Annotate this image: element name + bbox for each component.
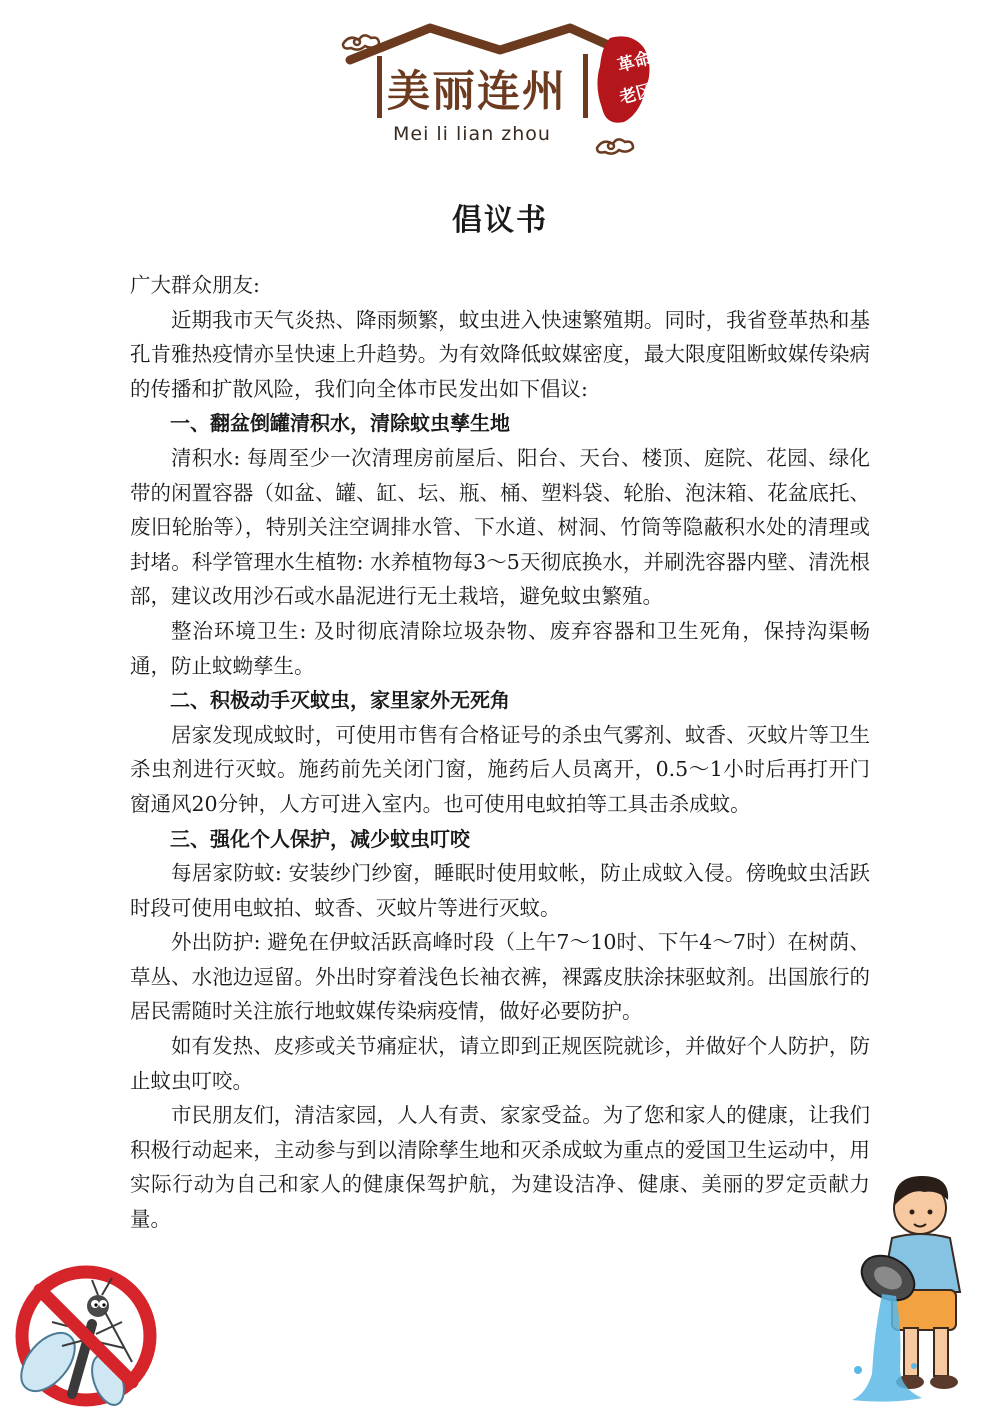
section2-heading: 二、积极动手灭蚊虫，家里家外无死角 — [170, 688, 510, 713]
section1-paragraph1: 清积水: 每周至少一次清理房前屋后、阳台、天台、楼顶、庭院、花园、绿化带的闲置容器（如盆、罐、缸、坛、瓶、桶、塑料袋、轮胎、泡沫箱、花盆底托、废旧轮胎等），特别关注空调排水管、下水道、树洞、竹筒等隐蔽积水处的清理或封堵。科学管理水生植物: 水养植物每3～5天彻底换水，并刷洗容器内壁、清洗根部，建议改用沙石或水晶泥进行无土栽培，避免蚊虫繁殖。 — [130, 445, 870, 609]
section3-paragraph2: 外出防护: 避免在伊蚊活跃高峰时段（上午7～10时、下午4～7时）在树荫、草丛、水池边逗留。外出时穿着浅色长袖衣裤，裸露皮肤涂抹驱蚊剂。出国旅行的居民需随时关注旅行地蚊媒传染病疫情，做好必要防护。 — [130, 930, 870, 1024]
boy-pouring-water-illustration — [848, 1170, 998, 1410]
section3-paragraph1: 每居家防蚊: 安装纱门纱窗，睡眠时使用蚊帐，防止成蚊入侵。傍晚蚊虫活跃时段可使用电蚊拍、蚊香、灭蚊片等进行灭蚊。 — [130, 861, 870, 920]
intro-paragraph: 近期我市天气炎热、降雨频繁，蚊虫进入快速繁殖期。同时，我省登革热和基孔肯雅热疫情亦呈快速上升趋势。为有效降低蚊媒密度，最大限度阻断蚊媒传染病的传播和扩散风险，我们向全体市民发出如下倡议: — [130, 307, 870, 401]
cloud-ornament-right — [597, 139, 633, 153]
section2-paragraph1: 居家发现成蚊时，可使用市售有合格证号的杀虫气雾剂、蚊香、灭蚊片等卫生杀虫剂进行灭蚊。施药前先关闭门窗，施药后人员离开，0.5～1小时后再打开门窗通风20分钟，人方可进入室内。也可使用电蚊拍等工具击杀成蚊。 — [130, 722, 870, 816]
seal-text-line2: 老区 — [617, 80, 656, 109]
roof-shape — [350, 28, 615, 60]
section1-heading: 一、翻盆倒罐清积水，清除蚊虫孳生地 — [170, 411, 510, 436]
logo-pinyin: Mei li lian zhou — [393, 123, 551, 145]
no-mosquito-icon — [12, 1262, 160, 1410]
closing-paragraph: 市民朋友们，清洁家园，人人有责、家家受益。为了您和家人的健康，让我们积极行动起来，主动参与到以清除孳生地和灭杀成蚊为重点的爱国卫生运动中，用实际行动为自己和家人的健康保驾护航，为建设洁净、健康、美丽的罗定贡献力量。 — [130, 1103, 870, 1232]
section3-heading: 三、强化个人保护，减少蚊虫叮咬 — [170, 826, 470, 851]
roof-pillar-left — [377, 56, 382, 118]
roof-pillar-right — [583, 54, 588, 118]
salutation: 广大群众朋友: — [130, 273, 260, 297]
meili-lianzhou-logo — [335, 18, 665, 168]
document-title: 倡议书 — [452, 203, 548, 238]
document-body — [130, 268, 870, 1237]
logo-title: 美丽连州 — [387, 67, 567, 117]
section1-paragraph2: 整治环境卫生: 及时彻底清除垃圾杂物、废弃容器和卫生死角，保持沟渠畅通，防止蚊蚴孳生。 — [130, 618, 870, 678]
seal-text-line1: 革命 — [615, 48, 654, 77]
section3-paragraph3: 如有发热、皮疹或关节痛症状，请立即到正规医院就诊，并做好个人防护，防止蚊虫叮咬。 — [130, 1034, 870, 1093]
